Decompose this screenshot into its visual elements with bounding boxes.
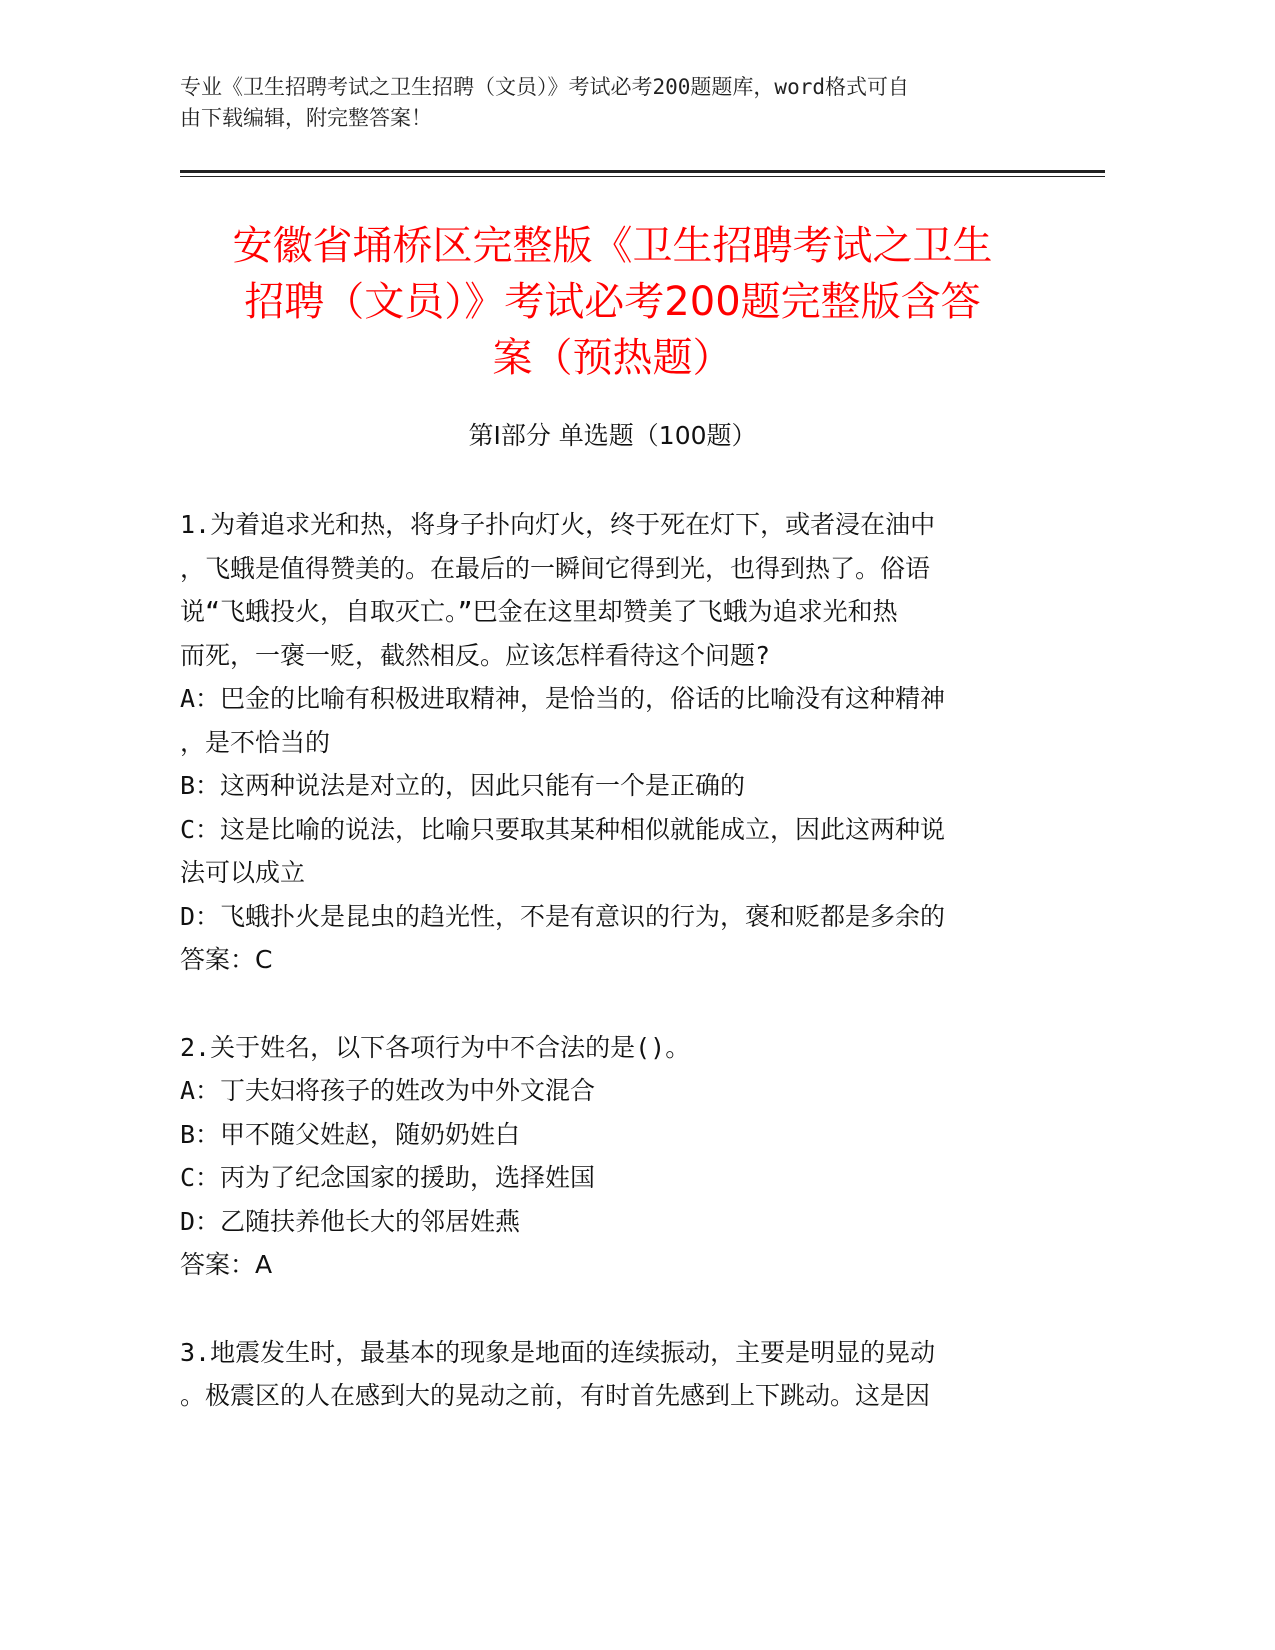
option-line: A：巴金的比喻有积极进取精神，是恰当的，俗话的比喻没有这种精神 — [180, 684, 946, 713]
document-title-line: 案（预热题） — [492, 335, 733, 381]
question-stem-line: 2.关于姓名，以下各项行为中不合法的是()。 — [180, 1032, 691, 1062]
question-item — [180, 1026, 1030, 1287]
header-divider-thick — [180, 170, 1105, 173]
header-note-line: 由下载编辑，附完整答案！ — [180, 106, 432, 130]
question-stem-line: 1.为着追求光和热，将身子扑向灯火，终于死在灯下，或者浸在油中 — [180, 510, 936, 539]
question-stem-line: 而死，一褒一贬，截然相反。应该怎样看待这个问题? — [180, 640, 771, 670]
header-divider-thin — [180, 176, 1105, 177]
header-note-line: 专业《卫生招聘考试之卫生招聘（文员）》考试必考200题题库，word格式可自 — [180, 75, 909, 99]
option-line: B：这两种说法是对立的，因此只能有一个是正确的 — [180, 771, 746, 800]
question-stem-line: ，飞蛾是值得赞美的。在最后的一瞬间它得到光，也得到热了。俗语 — [180, 553, 931, 583]
question-stem-line: 。极震区的人在感到大的晃动之前，有时首先感到上下跳动。这是因 — [180, 1381, 931, 1410]
question-item — [180, 503, 1030, 982]
section-title: 第Ⅰ部分 单选题（100题） — [468, 421, 757, 450]
answer-line: 答案：A — [180, 1250, 273, 1279]
header-note — [180, 72, 1040, 134]
option-line: 法可以成立 — [180, 858, 306, 887]
answer-line: 答案：C — [180, 945, 273, 974]
option-line: A：丁夫妇将孩子的姓改为中外文混合 — [180, 1076, 596, 1105]
option-line: D：乙随扶养他长大的邻居姓燕 — [180, 1206, 521, 1236]
question-list — [180, 503, 1030, 1462]
document-title-line: 招聘（文员）》考试必考200题完整版含答 — [244, 279, 981, 325]
option-line: C：丙为了纪念国家的援助，选择姓国 — [180, 1163, 596, 1192]
option-line: D：飞蛾扑火是昆虫的趋光性，不是有意识的行为，褒和贬都是多余的 — [180, 901, 946, 931]
option-line: ，是不恰当的 — [180, 727, 331, 757]
document-title — [180, 218, 1045, 386]
question-stem-line: 3.地震发生时，最基本的现象是地面的连续振动，主要是明显的晃动 — [180, 1337, 936, 1367]
option-line: B：甲不随父姓赵，随奶奶姓白 — [180, 1119, 521, 1149]
document-title-line: 安徽省埇桥区完整版《卫生招聘考试之卫生 — [232, 223, 993, 269]
option-line: C：这是比喻的说法，比喻只要取其某种相似就能成立，因此这两种说 — [180, 814, 946, 844]
question-item — [180, 1331, 1030, 1418]
question-stem-line: 说“飞蛾投火，自取灭亡。”巴金在这里却赞美了飞蛾为追求光和热 — [180, 597, 898, 626]
